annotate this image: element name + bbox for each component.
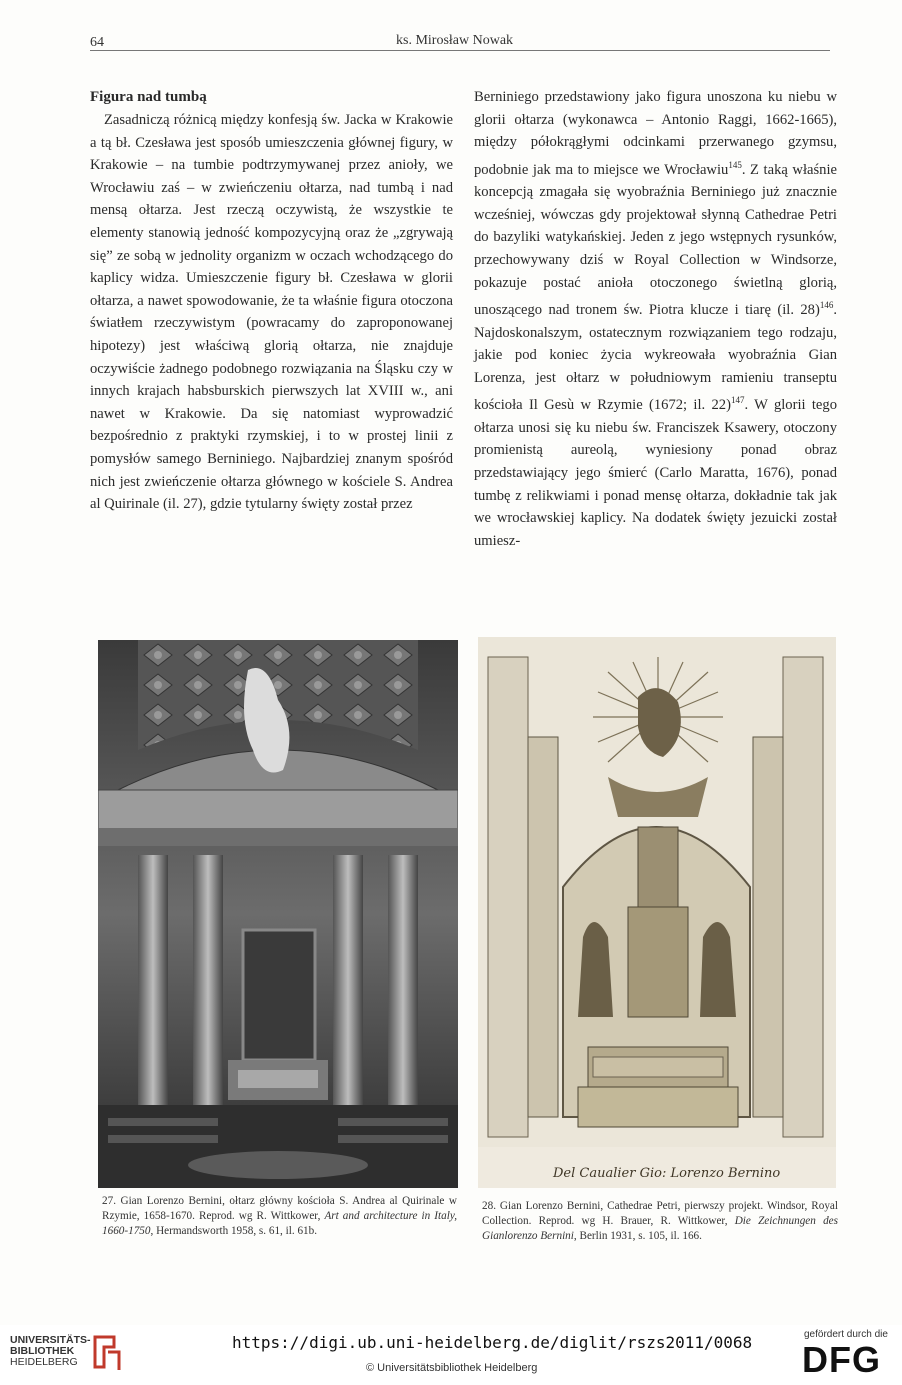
section-heading: Figura nad tumbą (90, 89, 207, 105)
permalink-url[interactable]: https://digi.ub.uni-heidelberg.de/diglit/rszs2011/0068 (232, 1333, 753, 1352)
figure-28-drawing (478, 637, 836, 1188)
footnote-ref-145[interactable]: 145 (728, 159, 742, 170)
dfg-logo[interactable]: DFG (802, 1339, 881, 1380)
library-mark-icon (92, 1332, 122, 1372)
text-run: Berniniego przedstawiony jako figura unoszona ku niebu w glorii ołtarza (wykonawca – Antonio Raggi, 1662-1665), między półokrągłymi odcinkami przerwanego gzymsu, podobnie jak ma to miejsce we Wrocławiu (474, 89, 837, 178)
figure-27-caption (102, 1194, 457, 1239)
library-name-line: HEIDELBERG (10, 1356, 78, 1368)
text-run: . W glorii tego ołtarza unosi się ku niebu św. Franciszek Ksawery, otoczony promienistą aureolą, wyniesiony ponad obraz przedstawiający jego śmierć (Carlo Maratta, 1676), ponad tumbę z relikwiami i ponad mensę ołtarza, dokładnie tak jak we wrocławskiej kaplicy. Na dodatek święty jezuicki został umiesz- (474, 397, 837, 549)
right-paragraph (474, 86, 837, 552)
header-rule (90, 50, 830, 51)
right-column (474, 86, 837, 552)
left-column (90, 86, 453, 516)
funder-note: gefördert durch die (804, 1329, 888, 1340)
figure-27-photo (98, 640, 458, 1188)
caption-text: , Hermandsworth 1958, s. 61, il. 61b. (150, 1225, 318, 1237)
caption-text: 27. Gian Lorenzo Bernini, ołtarz główny kościoła S. Andrea al Quirinale w Rzymie, 1658-1670. Reprod. wg R. Wittkower, (102, 1195, 457, 1222)
caption-text: , Berlin 1931, s. 105, il. 166. (573, 1230, 702, 1242)
figure-28-caption (482, 1199, 838, 1244)
digitization-footer (0, 1325, 902, 1385)
copyright-notice: © Universitätsbibliothek Heidelberg (366, 1362, 538, 1374)
caption-title: Art and architecture in Italy, 1660-1750 (102, 1210, 457, 1237)
left-paragraph: Zasadniczą różnicą między konfesją św. Jacka w Krakowie a tą bł. Czesława jest sposób umieszczenia głównej figury, w Krakowie – na tumbie podtrzymywanej przez anioły, we Wrocławiu zaś – w zwieńczeniu ołtarza, nad tumbą i nad mensą ołtarza. Jest rzeczą oczywistą, że wszystkie te elementy stanowią jedność kompozycyjną oraz że „zgrywają się” ze sobą w jednolity organizm w oczach wchodzącego do kaplicy widza. Umieszczenie figury bł. Czesława w glorii ołtarza, a nawet spowodowanie, że ta właśnie figura otoczona światłem rzeczywistym (powracamy do zaproponowanej hipotezy) jest właściwą glorią ołtarza, nie znajduje oczywiście żadnego podobnego rozwiązania na Śląsku czy w innych krajach habsburskich pierwszych lat XVIII w., ani nawet w Krakowie. Da się natomiast wyprowadzić bezpośrednio z praktyki rzymskiej, i to w prostej linii z pomysłów samego Berniniego. Najbardziej znanym spośród nich jest zwieńczenie ołtarza głównego w kościele S. Andrea al Quirinale (il. 27), gdzie tytularny święty został przez (90, 112, 453, 513)
caption-title: Die Zeichnungen des Gianlorenzo Bernini (482, 1215, 838, 1242)
library-name-line: UNIVERSITÄTS- (10, 1334, 91, 1346)
altar-photo-illustration (98, 640, 458, 1188)
caption-text: 28. Gian Lorenzo Bernini, Cathedrae Petri, pierwszy projekt. Windsor, Royal Collection. Reprod. wg H. Brauer, R. Wittkower, (482, 1200, 838, 1227)
text-run: . Z taką właśnie koncepcją zmagała się wyobraźnia Berniniego już znacznie wcześniej, wówczas gdy projektował słynną Cathedrae Petri do bazyliki watykańskiej. Jeden z jego wstępnych rysunków, przechowywany dziś w Royal Collection w Windsorze, pokazuje postać anioła otoczonego świetlną glorią, unoszącego nad tronem św. Piotra klucze i tiarę (il. 28) (474, 161, 837, 319)
footnote-ref-146[interactable]: 146 (819, 300, 834, 311)
text-run: . Najdoskonalszym, ostatecznym rozwiązaniem tego rodzaju, jakie pod koniec życia wykreowała wyobraźnia Gian Lorenza, jest ołtarz w południowym ramieniu transeptu kościoła Il Gesù w Rzymie (1672; il. 22) (474, 302, 837, 414)
page-number: 64 (90, 35, 104, 50)
drawing-inscription: Del Caualier Gio: Lorenzo Bernino (553, 1166, 781, 1181)
running-title: ks. Mirosław Nowak (396, 33, 514, 48)
library-name-line: BIBLIOTHEK (10, 1345, 75, 1357)
footnote-ref-147[interactable]: 147 (730, 395, 745, 406)
cathedra-drawing-illustration (478, 637, 836, 1188)
